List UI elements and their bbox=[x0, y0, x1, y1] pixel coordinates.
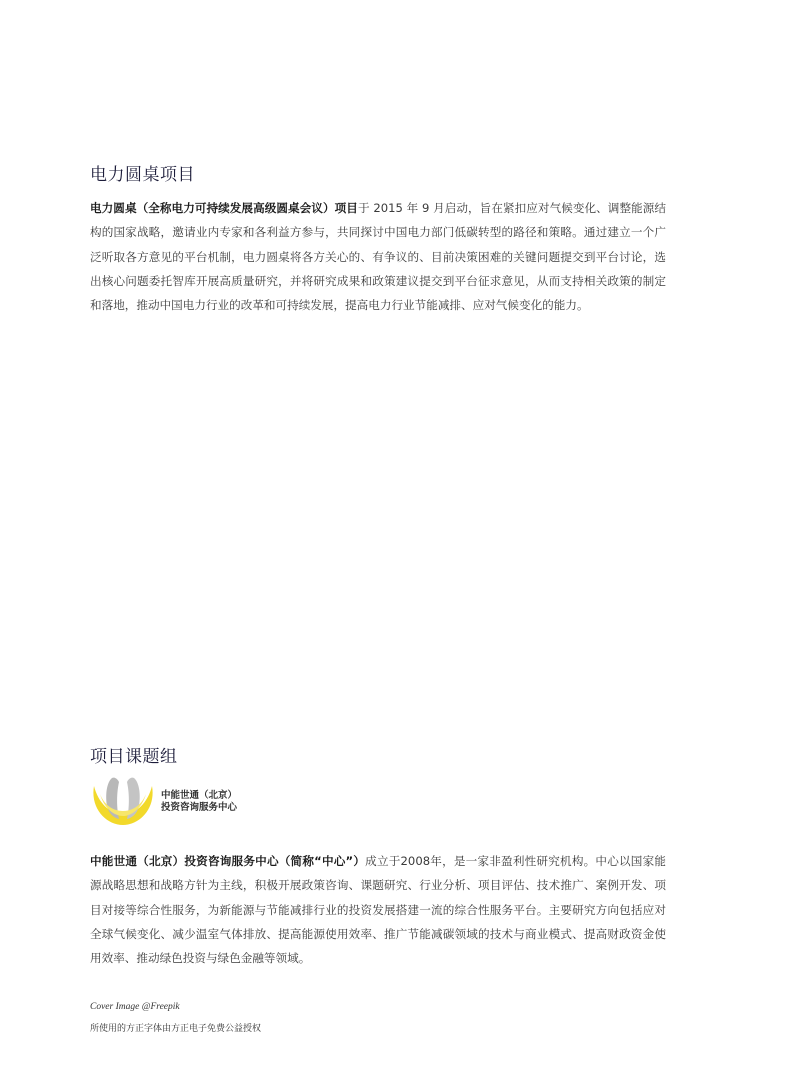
logo-text-line2: 投资咨询服务中心 bbox=[161, 802, 238, 813]
organization-logo bbox=[90, 772, 270, 830]
section-title-project-team: 项目课题组 bbox=[90, 747, 178, 767]
logo-text bbox=[161, 790, 237, 814]
organization-description bbox=[90, 849, 666, 970]
organization-lead: 中能世通（北京）投资咨询服务中心（简称“中心”） bbox=[90, 854, 366, 868]
power-roundtable-lead: 电力圆桌（全称电力可持续发展高级圆桌会议）项目 bbox=[90, 201, 358, 215]
section-title-power-roundtable: 电力圆桌项目 bbox=[90, 165, 195, 185]
logo-emblem-icon bbox=[90, 772, 156, 830]
organization-body: 成立于2008年，是一家非盈利性研究机构。中心以国家能源战略思想和战略方针为主线，积极开展政策咨询、课题研究、行业分析、项目评估、技术推广、案例开发、项目对接等综合性服务，为新能源与节能减排行业的投资发展搭建一流的综合性服务平台。主要研究方向包括应对全球气候变化、减少温室气体排放、提高能源使用效率、推广节能减碳领域的技术与商业模式、提高财政资金使用效率、推动绿色投资与绿色金融等领域。 bbox=[90, 854, 666, 966]
cover-image-credit: Cover Image @Freepik bbox=[90, 1002, 180, 1012]
power-roundtable-description bbox=[90, 196, 666, 317]
font-license-note: 所使用的方正字体由方正电子免费公益授权 bbox=[90, 1024, 262, 1034]
power-roundtable-body: 于 2015 年 9 月启动，旨在紧扣应对气候变化、调整能源结构的国家战略，邀请业内专家和各利益方参与，共同探讨中国电力部门低碳转型的路径和策略。通过建立一个广泛听取各方意见的平台机制，电力圆桌将各方关心的、有争议的、目前决策困难的关键问题提交到平台讨论，选出核心问题委托智库开展高质量研究，并将研究成果和政策建议提交到平台征求意见，从而支持相关政策的制定和落地，推动中国电力行业的改革和可持续发展，提高电力行业节能减排、应对气候变化的能力。 bbox=[90, 201, 666, 313]
logo-text-line1: 中能世通（北京） bbox=[161, 790, 238, 801]
